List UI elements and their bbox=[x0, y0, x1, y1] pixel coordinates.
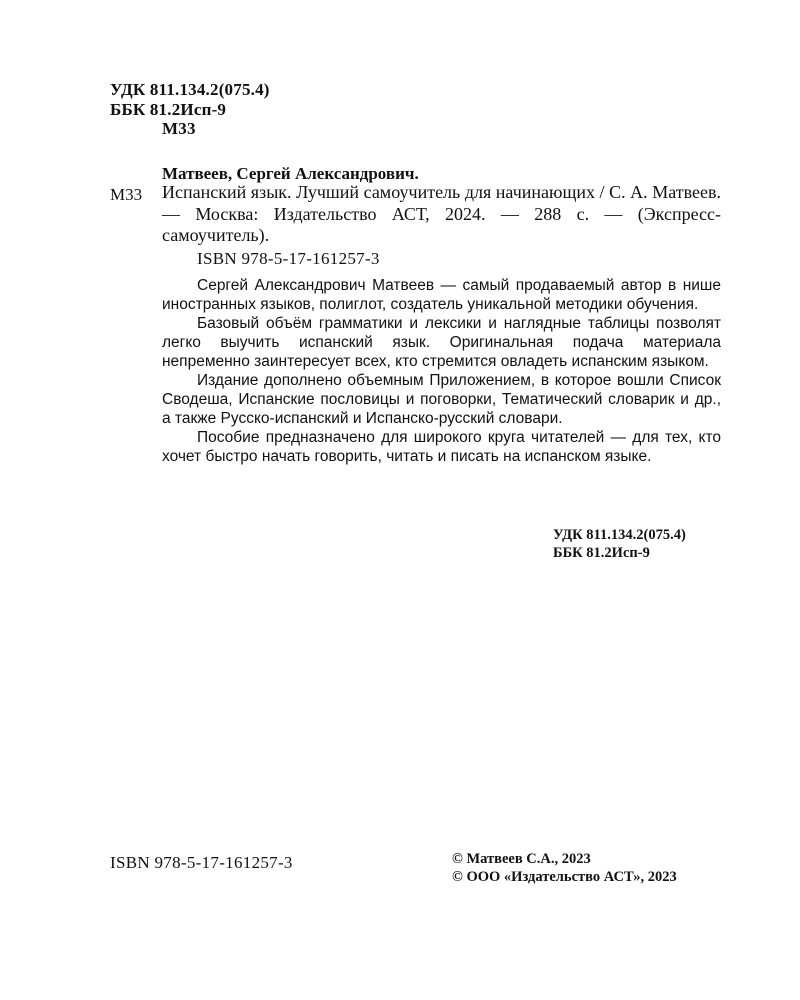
udk-code-bottom: УДК 811.134.2(075.4) bbox=[553, 527, 686, 543]
author-mark-left: М33 bbox=[110, 185, 143, 204]
annotation-paragraph: Пособие предназначено для широкого круга читателей — для тех, кто хочет быстро начать говорить, читать и писать на испанском языке. bbox=[162, 429, 721, 465]
bbk-code-top: ББК 81.2Исп-9 bbox=[110, 100, 227, 119]
annotation-paragraph: Сергей Александрович Матвеев — самый продаваемый автор в нише иностранных языков, полиглот, создатель уникальной методики обучения. bbox=[162, 277, 721, 313]
annotation-paragraph: Издание дополнено объемным Приложением, в которое вошли Список Сводеша, Испанские пословицы и поговорки, Тематический словарик и др., а также Русско-испанский и Испанско-русский словари. bbox=[162, 372, 721, 427]
copyright-author: © Матвеев С.А., 2023 bbox=[452, 851, 591, 867]
author-heading: Матвеев, Сергей Александрович. bbox=[162, 164, 419, 183]
udk-code-top: УДК 811.134.2(075.4) bbox=[110, 80, 270, 99]
bibliographic-citation: Испанский язык. Лучший самоучитель для начинающих / С. А. Матвеев. — Москва: Издательство АСТ, 2024. — 288 с. — (Экспресс-самоучитель). bbox=[162, 182, 721, 245]
isbn-record: ISBN 978-5-17-161257-3 bbox=[197, 249, 380, 268]
author-mark-top: М33 bbox=[162, 119, 196, 138]
annotation bbox=[162, 276, 721, 466]
annotation-paragraph: Базовый объём грамматики и лексики и наглядные таблицы позволят легко выучить испанский язык. Оригинальная подача материала непременно заинтересует всех, кто стремится овладеть испанским языком. bbox=[162, 315, 721, 370]
isbn-footer: ISBN 978-5-17-161257-3 bbox=[110, 853, 293, 872]
bbk-code-bottom: ББК 81.2Исп-9 bbox=[553, 545, 650, 561]
copyright-publisher: © ООО «Издательство АСТ», 2023 bbox=[452, 869, 677, 885]
